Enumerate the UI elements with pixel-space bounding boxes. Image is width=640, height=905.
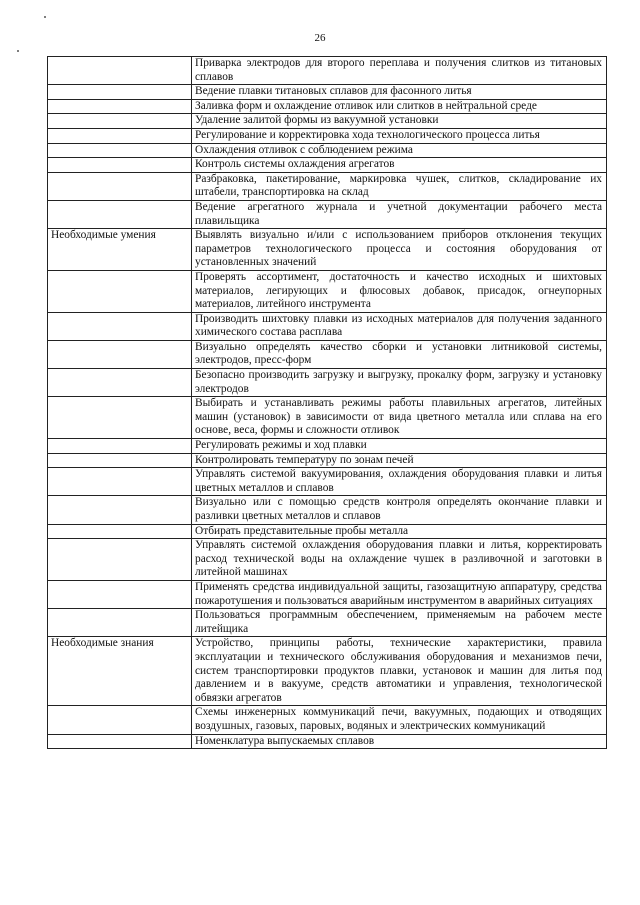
item-text: Управлять системой охлаждения оборудования плавки и литья, корректировать расход технической воды на охлаждение чушек в разливочной и заготовки в литейной машинах — [192, 539, 607, 581]
section-label-cell — [48, 706, 192, 734]
table-row — [48, 397, 607, 439]
section-label: Необходимые умения — [51, 229, 156, 242]
table-row — [48, 453, 607, 468]
section-label-cell — [48, 143, 192, 158]
table-row — [48, 468, 607, 496]
item-text: Устройство, принципы работы, технические характеристики, правила эксплуатации и технического обслуживания оборудования и механизмов печи, систем транспортировки продуктов плавки, установок и машин для литья под давлением и в вакууме, средств автоматики и управления, технологической обвязки агрегатов — [192, 637, 607, 706]
table-row — [48, 706, 607, 734]
section-label-cell — [48, 158, 192, 173]
item-text: Регулировать режимы и ход плавки — [192, 439, 607, 454]
section-label-cell — [48, 539, 192, 581]
item-text: Применять средства индивидуальной защиты, газозащитную аппаратуру, средства пожаротушения и пользоваться аварийным инструментом в аварийных ситуациях — [192, 580, 607, 608]
section-label-cell — [48, 468, 192, 496]
table-row — [48, 496, 607, 524]
item-text: Пользоваться программным обеспечением, применяемым на рабочем месте литейщика — [192, 609, 607, 637]
section-label-cell — [48, 114, 192, 129]
item-text: Регулирование и корректировка хода технологического процесса литья — [192, 128, 607, 143]
section-label: Необходимые знания — [51, 637, 154, 650]
table-row — [48, 172, 607, 200]
item-text: Отбирать представительные пробы металла — [192, 524, 607, 539]
section-label-cell — [48, 57, 192, 85]
item-text: Приварка электродов для второго переплава и получения слитков из титановых сплавов — [192, 57, 607, 85]
section-label-cell — [48, 99, 192, 114]
section-label-cell — [48, 609, 192, 637]
requirements-table — [47, 56, 607, 749]
table-row — [48, 128, 607, 143]
item-text: Выявлять визуально и/или с использованием приборов отклонения текущих параметров технологического процесса и состояния оборудования от установленных значений — [192, 229, 607, 271]
table-row — [48, 114, 607, 129]
page-number: 26 — [314, 32, 326, 44]
section-label-cell — [48, 200, 192, 228]
section-label-cell — [48, 453, 192, 468]
table-row — [48, 539, 607, 581]
table-row — [48, 637, 607, 706]
table-row — [48, 229, 607, 271]
section-label-cell — [48, 340, 192, 368]
item-text: Удаление залитой формы из вакуумной установки — [192, 114, 607, 129]
item-text: Безопасно производить загрузку и выгрузку, прокалку форм, загрузку и установку электродов — [192, 369, 607, 397]
table-row — [48, 270, 607, 312]
item-text: Контроль системы охлаждения агрегатов — [192, 158, 607, 173]
table-row — [48, 99, 607, 114]
section-label-cell — [48, 496, 192, 524]
scan-speck — [17, 50, 19, 52]
table-row — [48, 369, 607, 397]
item-text: Ведение плавки титановых сплавов для фасонного литья — [192, 85, 607, 100]
section-label-cell — [48, 439, 192, 454]
section-label-cell — [48, 312, 192, 340]
table-row — [48, 439, 607, 454]
section-label-cell — [48, 128, 192, 143]
table-row — [48, 580, 607, 608]
section-label-cell — [48, 229, 192, 271]
section-label-cell — [48, 172, 192, 200]
section-label-cell — [48, 85, 192, 100]
section-label-cell — [48, 270, 192, 312]
item-text: Проверять ассортимент, достаточность и качество исходных и шихтовых материалов, легирующих и флюсовых добавок, присадок, огнеупорных материалов, литейного инструмента — [192, 270, 607, 312]
table-row — [48, 143, 607, 158]
table-row — [48, 200, 607, 228]
table-row — [48, 85, 607, 100]
table-row — [48, 340, 607, 368]
item-text: Заливка форм и охлаждение отливок или слитков в нейтральной среде — [192, 99, 607, 114]
table-row — [48, 524, 607, 539]
item-text: Контролировать температуру по зонам печей — [192, 453, 607, 468]
section-label-cell — [48, 369, 192, 397]
item-text: Ведение агрегатного журнала и учетной документации рабочего места плавильщика — [192, 200, 607, 228]
item-text: Номенклатура выпускаемых сплавов — [192, 734, 607, 749]
item-text: Визуально определять качество сборки и установки литниковой системы, электродов, пресс-форм — [192, 340, 607, 368]
table-row — [48, 609, 607, 637]
table-row — [48, 158, 607, 173]
section-label-cell — [48, 580, 192, 608]
section-label-cell — [48, 397, 192, 439]
item-text: Схемы инженерных коммуникаций печи, вакуумных, подающих и отводящих воздушных, газовых, паровых, водяных и электрических коммуникаций — [192, 706, 607, 734]
item-text: Управлять системой вакуумирования, охлаждения оборудования плавки и литья цветных металлов и сплавов — [192, 468, 607, 496]
item-text: Визуально или с помощью средств контроля определять окончание плавки и разливки цветных металлов и сплавов — [192, 496, 607, 524]
table-row — [48, 734, 607, 749]
item-text: Выбирать и устанавливать режимы работы плавильных агрегатов, литейных машин (установок) в зависимости от вида цветного металла или сплава на его основе, веса, формы и сложности отливок — [192, 397, 607, 439]
scan-speck — [44, 16, 46, 18]
item-text: Разбраковка, пакетирование, маркировка чушек, слитков, складирование их штабели, транспортировка на склад — [192, 172, 607, 200]
table-row — [48, 312, 607, 340]
section-label-cell — [48, 637, 192, 706]
table-row — [48, 57, 607, 85]
item-text: Охлаждения отливок с соблюдением режима — [192, 143, 607, 158]
section-label-cell — [48, 524, 192, 539]
requirements-table-body — [48, 57, 607, 749]
section-label-cell — [48, 734, 192, 749]
item-text: Производить шихтовку плавки из исходных материалов для получения заданного химического состава расплава — [192, 312, 607, 340]
